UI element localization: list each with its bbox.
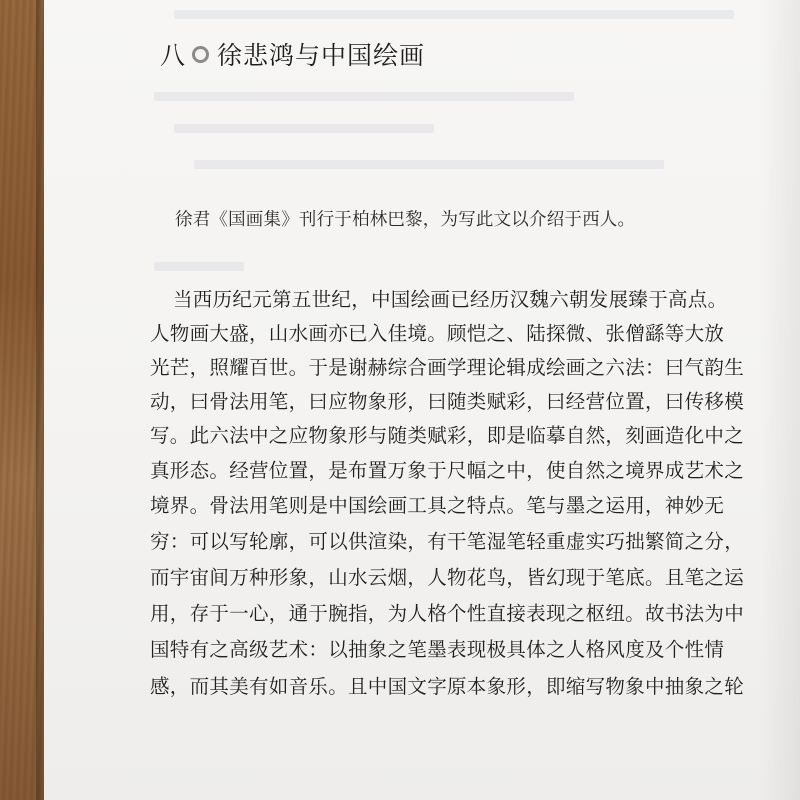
paragraph-line: 光芒，照耀百世。于是谢赫综合画学理论辑成绘画之六法：曰气韵生 (150, 356, 745, 379)
paragraph-line: 感，而其美有如音乐。且中国文字原本象形，即缩写物象中抽象之轮 (150, 675, 745, 698)
paragraph-line: 用，存于一心，通于腕指，为人格个性直接表现之枢纽。故书法为中 (150, 602, 745, 625)
bleed-through-line (174, 10, 734, 19)
book-page (44, 0, 800, 800)
intro-note: 徐君《国画集》刊行于柏林巴黎，为写此文以介绍于西人。 (175, 210, 636, 230)
circle-bullet-icon (192, 46, 209, 63)
paragraph-line: 国特有之高级艺术：以抽象之笔墨表现极具体之人格风度及个性情 (150, 638, 725, 661)
paragraph-line: 写。此六法中之应物象形与随类赋彩，即是临摹自然，刻画造化中之 (150, 424, 745, 447)
section-heading (160, 36, 425, 72)
paragraph-line: 穷：可以写轮廓，可以供渲染，有干笔湿笔轻重虚实巧拙繁简之分， (150, 530, 745, 553)
section-number: 八 (160, 41, 187, 70)
paragraph-line: 人物画大盛，山水画亦已入佳境。顾恺之、陆探微、张僧繇等大放 (150, 322, 725, 345)
section-title: 徐悲鸿与中国绘画 (217, 41, 426, 70)
bleed-through-line (174, 124, 434, 133)
paragraph-line: 当西历纪元第五世纪，中国绘画已经历汉魏六朝发展臻于高点。 (173, 288, 728, 311)
bleed-through-line (154, 262, 244, 271)
paragraph-line: 真形态。经营位置，是布置万象于尺幅之中，使自然之境界成艺术之 (150, 459, 745, 482)
paragraph-line: 境界。骨法用笔则是中国绘画工具之特点。笔与墨之运用，神妙无 (150, 494, 725, 517)
paragraph-line: 动，曰骨法用笔，曰应物象形，曰随类赋彩，曰经营位置，曰传移模 (150, 390, 745, 413)
bleed-through-line (194, 160, 664, 169)
paragraph-line: 而宇宙间万种形象，山水云烟，人物花鸟，皆幻现于笔底。且笔之运 (150, 566, 745, 589)
bleed-through-line (154, 92, 574, 101)
